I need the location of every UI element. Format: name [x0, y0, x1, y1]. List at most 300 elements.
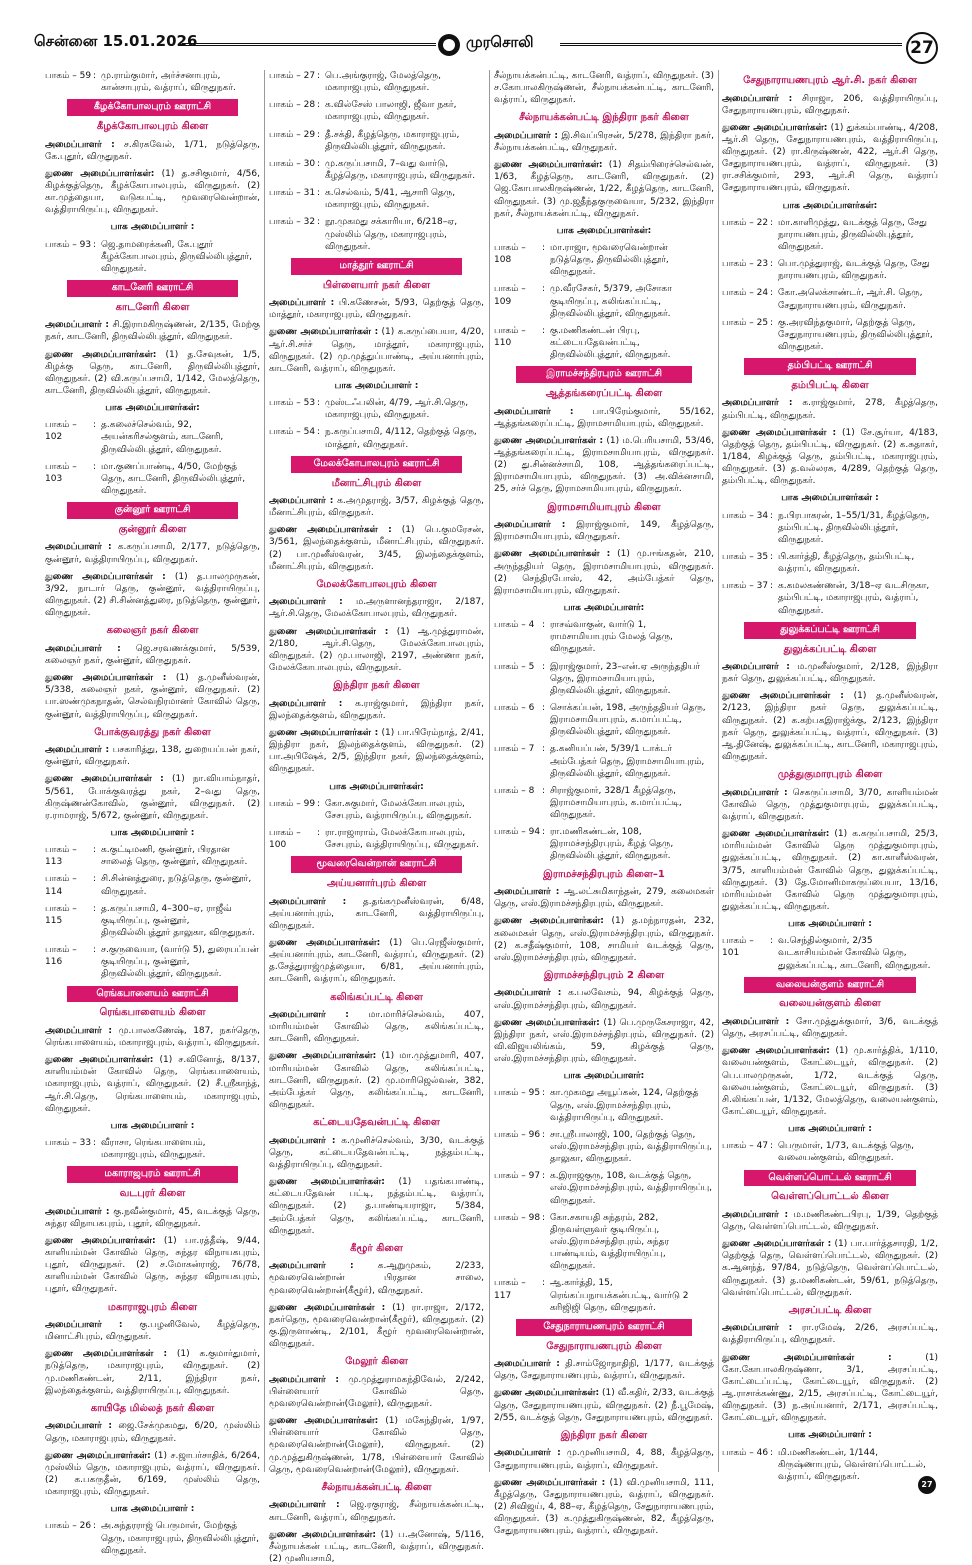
booth-organiser-details: த.கருப்பசாமி, 4–300–ஏ, ராஜீவ் குடியிருப்பு, குன்னூர், திருவில்லிபுத்தூர் தாலுகா, விருதுநகர்.	[101, 903, 255, 938]
booth-entry	[494, 661, 714, 697]
booth-entry	[722, 258, 938, 282]
subsection-heading: பாக அமைப்பாளர் :	[110, 827, 195, 838]
branch-heading: குன்னூர் கிளை	[118, 523, 187, 535]
separator-colon: :	[317, 188, 321, 199]
role-label: அமைப்பாளர் :	[45, 643, 121, 654]
booth-number: பாகம் – 96	[494, 1129, 541, 1140]
organiser-paragraph	[494, 1447, 714, 1471]
role-label: அமைப்பாளர் :	[722, 662, 790, 673]
booth-number: பாகம் – 59	[45, 71, 92, 81]
booth-number: பாகம் – 24	[722, 288, 769, 299]
booth-organiser-details: ரா.ராஜாராம், மேலக்கோபாலபுரம், சேசபுரம், வத்திராயிருப்பு, விருதுநகர்.	[325, 827, 480, 851]
booth-organiser-details: பொ.முத்துராஜ், வடக்குத் தெரு, சேது நாராயணபுரம், விருதுநகர்.	[778, 259, 930, 282]
organiser-paragraph	[494, 987, 714, 1011]
subsection-heading: பாக அமைப்பாளர் :	[788, 919, 872, 930]
organiser-paragraph	[269, 626, 484, 675]
role-label: அமைப்பாளர் :	[722, 398, 793, 409]
booth-organiser-details: கு.அரவிந்தகுமார், தெற்குத் தெரு, சேதுநாராயணபுரம், திருவில்லிபுத்தூர், விருதுநகர்.	[778, 317, 933, 353]
subsection-heading: பாக அமைப்பாளர்கள்:	[105, 403, 200, 414]
panchayat-heading: மகாராஜபுரம் ஊராட்சி	[67, 1166, 238, 1183]
booth-number: பாகம் – 114	[45, 874, 77, 897]
organiser-paragraph	[269, 297, 484, 321]
booth-organiser-details: நூ.முகமது சக்காரியா, 6/218–ஏ, முஸ்லிம் தெரு, மகாராஜபுரம், விருதுநகர்.	[325, 217, 458, 252]
organiser-details: (1) பெ.முருகேசராஜா, 42, இந்திரா நகர், எஸ்.இராமச்சந்திரபுரம், விருதுநகர். (2) வி.விஜயலிங்கம், 59, கிழக்குத் தெரு, எஸ்.இராமச்சந்திரபுரம், விருதுநகர்.	[494, 1017, 714, 1065]
booth-entry	[494, 1277, 714, 1313]
organiser-paragraph	[722, 1016, 938, 1040]
organiser-paragraph	[45, 1235, 260, 1296]
branch-heading: கீழூர் கிளை	[350, 1242, 403, 1254]
booth-entry	[722, 1447, 938, 1483]
booth-number: பாகம் – 102	[45, 420, 77, 443]
separator-colon: :	[770, 510, 774, 521]
role-label: அமைப்பாளர் :	[494, 887, 560, 898]
booth-number: பாகம் – 8	[494, 785, 535, 796]
booth-number: பாகம் – 108	[494, 243, 526, 266]
panchayat-heading: ரெங்கபாளையம் ஊராட்சி	[67, 986, 238, 1003]
footer-page-number: 27	[918, 1476, 936, 1494]
organiser-paragraph	[722, 690, 938, 763]
organiser-details: க.ராஜ்குமார், 278, கீழத்தெரு, தம்பிபட்டி, விருதுநகர்.	[722, 398, 938, 421]
organiser-paragraph	[722, 1352, 938, 1425]
booth-entry	[722, 551, 938, 575]
organiser-details: (1) பதங்கபாண்டி, கட்டையதேவன் பட்டி, நத்தம்பட்டி, வத்ராப், விருதுநகர். (2) த.பாண்டியராஜா, 5/384, அம்பேத்கர் தெரு, கலிங்கப்பட்டி, காடனேரி, விருதுநகர்.	[269, 1177, 484, 1236]
booth-entry	[45, 461, 260, 497]
booth-entry	[45, 903, 260, 939]
role-label: துணை அமைப்பாளர்கள்:	[45, 1450, 151, 1461]
booth-organiser-details: கோ.சகாயதி சுந்தரம், 282, திருவள்ளுவர் குடியிருப்பு, எஸ்.இராமச்சந்திரபுரம், சுந்தர பாண்டியம், வத்திராயிருப்பு, விருதுநகர்.	[550, 1212, 670, 1272]
booth-number: பாகம் – 99	[269, 798, 316, 809]
booth-organiser-details: மா.குணப்பாண்டி, 4/50, மேற்குத் தெரு, காடனேரி, திருவில்லிபுத்தூர், விருதுநகர்.	[101, 461, 246, 496]
organiser-details: ம.மணிகண்டபிரபு, 1/39, தெற்குத் தெரு, வெள்ளப்பொட்டல், விருதுநகர்.	[722, 1209, 938, 1232]
organiser-details: சி.இராமகிருஷ்ணன், 2/135, மேற்கு நகர், காடனேரி, திருவில்லிபுத்தூர், விருதுநகர்.	[45, 320, 260, 343]
organiser-details: (1) க.கருப்பையா, 4/20, ஆர்.சி.சர்ச் தெரு, மாத்தூர், மகாராஜபுரம், விருதுநகர். (2) மு.முத்துப்பாண்டி, அய்யனார்புரம், காடனேரி, வத்ராப், விருதுநகர்.	[269, 327, 484, 374]
organiser-details: (1) த.முனீஸ்வரன், 2/123, இந்திரா நகர் தெரு, துலுக்கப்பட்டி, விருதுநகர். (2) க.கற்பகஇராஜ்க்கு, 2/123, இந்திரா நகர் தெரு, துலுக்கப்பட்டி, வத்ராப், விருதுநகர். (3) ஆ.தினேஷ், துலுக்கப்பட்டி, காடனேரி, மகாராஜபுரம், விருதுநகர்.	[722, 691, 938, 763]
separator-colon: :	[770, 581, 774, 592]
masthead-rule-left	[182, 43, 436, 46]
role-label: துணை அமைப்பாளர்கள்:	[269, 1051, 377, 1062]
subsection-heading: பாக அமைப்பாளர் :	[110, 222, 195, 233]
organiser-paragraph	[45, 571, 260, 620]
organiser-paragraph	[722, 397, 938, 421]
separator-colon: :	[542, 827, 546, 838]
organiser-paragraph	[45, 168, 260, 217]
subsection-heading: பாக அமைப்பாளர் :	[110, 1504, 195, 1515]
booth-number: பாகம் – 22	[722, 217, 769, 228]
organiser-paragraph	[269, 698, 484, 722]
role-label: துணை அமைப்பாளர்கள் :	[45, 1349, 168, 1360]
booth-number: பாகம் – 34	[722, 510, 769, 521]
subsection-heading: பாக அமைப்பாளர்கள்:	[556, 225, 652, 236]
organiser-paragraph	[45, 139, 260, 163]
panchayat-heading: தம்பிபட்டி ஊராட்சி	[744, 358, 916, 375]
role-label: துணை அமைப்பாளர்கள்:	[45, 1055, 154, 1066]
organiser-paragraph	[722, 93, 938, 117]
organiser-paragraph	[494, 915, 714, 964]
role-label: அமைப்பாளர் :	[269, 1374, 339, 1385]
booth-organiser-details: க.வில்சேஸ் பாலாஜி, ஜீவா நகர், மகாராஜபுரம், விருதுநகர்.	[325, 100, 457, 123]
separator-colon: :	[93, 945, 97, 956]
organiser-details: ஜெ.சரவணக்குமார், 5/539, கலைஞர் நகர், குன்னூர், விருதுநகர்.	[45, 643, 260, 666]
organiser-details: (1) மகேந்திரன், 1/97, பிள்ளையார் கோவில் தெரு, மூவரைவென்றான்(மேலூர்), விருதுநகர். (2) மு.முத்துகிருஷ்ணன், 1/78, பிள்ளையார் கோவில் தெரு, மூவரைவென்றான்(மேலூர்), விருதுநகர்.	[269, 1416, 484, 1475]
separator-colon: :	[93, 420, 97, 431]
organiser-paragraph	[722, 1238, 938, 1299]
organiser-details: க.ஆறுமுகம், 2/233, மூவரைவென்றான் பிரதான சாலை, மூவரைவென்றான்(கீழூர்), விருதுநகர்.	[269, 1261, 484, 1296]
organiser-details: ம.முனீஸ்குமார், 2/128, இந்திரா நகர் தெரு, துலுக்கப்பட்டி, விருதுநகர்.	[722, 662, 938, 685]
organiser-details: மு.முத்துராமகந்திவேல், 2/242, பிள்ளையார் கோவில் தெரு, மூவரைவென்றான்(மேலூர்), விருதுநகர்.	[269, 1374, 484, 1410]
column-2	[269, 70, 485, 1564]
panchayat-heading: சேதுநாராயணபுரம் ஊராட்சி	[516, 1319, 692, 1336]
booth-entry	[45, 944, 260, 980]
branch-heading: கட்டையதேவன்பட்டி கிளை	[313, 1117, 440, 1129]
organiser-details: (1) துக்கம்பாண்டி, 4/208, ஆர்.சி தெரு, சேதுநாராயணபுரம், வத்திராயிருப்பு, விருதுநகர். (2) ரா.கிருஷ்ணன், 422, ஆர்.சி தெரு, சேதுநாராயணபுரம், வத்ராப், விருதுநகர். (3) ரா.சசிக்குமார், 293, ஆர்.சி தெரு, வத்ராப் சேதுநாராயணபுரம், விருதுநகர்.	[722, 122, 938, 194]
organiser-details: க.முனிச்செல்வம், 3/30, வடக்குத் தெரு, கட்டையதேவன்பட்டி, நத்தம்பட்டி, வத்திராயிருப்பு, விருதுநகர்.	[269, 1135, 484, 1170]
booth-entry	[494, 702, 714, 738]
separator-colon: :	[542, 325, 546, 336]
organiser-details: தி.சாம்ஜோநாதிநி, 1/177, வடக்குத் தெரு, சேதுநாராயணபுரம், வத்ராப், விருதுநகர்.	[494, 1359, 714, 1382]
role-label: துணை அமைப்பாளர்கள்:	[269, 1177, 385, 1188]
booth-entry	[494, 785, 714, 821]
role-label: அமைப்பாளர் :	[45, 1320, 123, 1331]
booth-entry	[45, 70, 260, 94]
booth-entry	[494, 242, 714, 278]
booth-organiser-details: சிராஜ்குமார், 328/1 கீழத்தெரு, இராமசாமியாபுரம், க.மாப்பட்டி, விருதுநகர்.	[550, 785, 682, 821]
booth-number: பாகம் – 29	[269, 129, 316, 140]
organiser-paragraph	[494, 1017, 714, 1066]
separator-colon: :	[770, 288, 774, 299]
separator-colon: :	[93, 1137, 97, 1148]
organiser-paragraph	[269, 326, 484, 375]
booth-entry	[722, 935, 938, 971]
booth-entry	[45, 419, 260, 455]
booth-entry	[494, 826, 714, 862]
separator-colon: :	[542, 243, 546, 254]
separator-colon: :	[542, 284, 546, 295]
organiser-paragraph	[722, 122, 938, 195]
organiser-paragraph	[494, 70, 714, 106]
booth-organiser-details: இராஜ்குமார், 23–என்.ஏ அருந்ததியர் தெரு, இராமசாமியாபுரம், திருவில்லிபுத்தூர், விருதுநகர்.	[550, 661, 701, 696]
organiser-paragraph	[269, 524, 484, 573]
separator-colon: :	[542, 702, 546, 713]
branch-heading: இராமச்சந்திரபுரம் 2 கிளை	[543, 969, 665, 981]
separator-colon: :	[93, 461, 97, 472]
role-label: அமைப்பாளர் :	[722, 1209, 789, 1220]
branch-heading: மேலக்கோபாலபுரம் கிளை	[316, 578, 437, 590]
role-label: துணை அமைப்பாளர்கள் :	[494, 1477, 606, 1488]
booth-entry	[722, 217, 938, 253]
role-label: துணை அமைப்பாளர்கள்:	[722, 829, 830, 840]
booth-number: பாகம் – 110	[494, 325, 526, 349]
organiser-paragraph	[45, 773, 260, 822]
role-label: துணை அமைப்பாளர்கள்:	[494, 160, 603, 171]
booth-organiser-details: கோ.அலெக்சாண்டர், ஆர்.சி. தெரு, சேதுநாராயணபுரம், விருதுநகர்.	[778, 288, 923, 311]
organiser-paragraph	[269, 1302, 484, 1351]
branch-heading: முத்துகுமாரபுரம் கிளை	[777, 769, 883, 781]
organiser-details: கு.நவீன்குமார், 45, வடக்குத் தெரு, சுந்தர விநாயகபுரம், புதூர், விருதுநகர்.	[45, 1206, 260, 1229]
branch-heading: ரெங்கபாளையம் கிளை	[99, 1007, 206, 1019]
separator-colon: :	[542, 1171, 546, 1182]
column-divider	[718, 70, 719, 1472]
booth-organiser-details: மா.ராஜா, மூவரைவென்றான் நடுத்தெரு, திருவில்லிபுத்தூர், விருதுநகர்.	[550, 243, 669, 278]
separator-colon: :	[317, 427, 321, 438]
booth-entry	[269, 798, 484, 822]
organiser-details: மு.முனியசாமி, 4, 88, கீழத்தெரு, சேதுநாராயணபுரம், வத்ராப், விருதுநகர்.	[494, 1448, 714, 1471]
organiser-paragraph	[722, 1209, 938, 1233]
booth-number: பாகம் – 113	[45, 845, 77, 868]
booth-organiser-details: சி.சின்னத்துரை, நடுத்தெரு, குன்னூர், விருதுநகர்.	[101, 874, 252, 897]
booth-organiser-details: ராசவ்வாகுன், வார்டு 1, ராமசாமியாபுரம் மேலத் தெரு, விருதுநகர்.	[550, 620, 673, 655]
booth-organiser-details: மா.காளிமுத்து, வடக்குத் தெரு, சேது நாராயணபுரம், திருவில்லிபுத்தூர், விருதுநகர்.	[778, 217, 927, 253]
organiser-details: (1) பா.ரத்தீஷ், 9/44, காளியம்மன் கோவில் தெரு, சுந்தர விநாயகபுரம், புதூர், விருதுநகர். (2) ச.மோகன்ராஜ், 76/78, காளியம்மன் கோவில் தெரு, சுந்தர விநாயகபுரம், புதூர், விருதுநகர்.	[45, 1235, 260, 1295]
branch-heading: ஆத்தங்கரைப்பட்டி கிளை	[545, 388, 663, 400]
organiser-details: த.தங்கமுனீஸ்வரன், 6/48, அய்யனார்புரம், காடனேரி, வத்திராயிருப்பு, விருதுநகர்.	[269, 896, 484, 931]
role-label: துணை அமைப்பாளர்கள்:	[45, 1235, 156, 1246]
booth-entry	[494, 1212, 714, 1273]
booth-number: பாகம் – 98	[494, 1212, 541, 1223]
organiser-details: (1) வி.முனியசாமி, 111, கீழத்தெரு, சேதுநாராயணபுரம், வத்ராப், விருதுநகர். (2) சிவிஜய், 4, 88–ஏ, கீழத்தெரு, சேதுநாராயணபுரம், விருதுநகர். (3) க.முத்துகிருஷ்ணன், 82, கீழத்தெரு, சேதுநாராயணபுரம், வத்ராப், விருதுநகர்.	[494, 1477, 714, 1537]
role-label: துணை அமைப்பாளர்கள் :	[722, 1352, 892, 1363]
role-label: அமைப்பாளர் :	[45, 1421, 112, 1432]
booth-number: பாகம் – 46	[722, 1447, 769, 1458]
booth-entry	[494, 1087, 714, 1123]
role-label: துணை அமைப்பாளர்கள் :	[269, 327, 379, 338]
separator-colon: :	[542, 1212, 546, 1223]
organiser-paragraph	[269, 1529, 484, 1565]
organiser-details: பி.கணேசன், 5/93, தெற்குத் தெரு, மாத்தூர், மகாராஜபுரம், விருதுநகர்.	[269, 298, 484, 321]
booth-number: பாகம் – 31	[269, 188, 316, 199]
organiser-paragraph	[722, 427, 938, 488]
booth-organiser-details: த.கலைச்செல்வம், 92, அயன்கரிசல்குளம், காடனேரி, திருவில்லிபுத்தூர், விருதுநகர்.	[101, 420, 224, 455]
separator-colon: :	[542, 1129, 546, 1140]
role-label: அமைப்பாளர் :	[269, 496, 334, 506]
role-label: அமைப்பாளர் :	[494, 520, 566, 531]
branch-heading: சேதுநாராயணபுரம் ஆர்.சி. நகர் கிளை	[743, 75, 917, 86]
booth-organiser-details: க.குட்டிமணி, குன்னூர், பிரதான சாலைத் தெரு, குன்னூர், விருதுநகர்.	[101, 845, 248, 868]
subsection-heading: பாக அமைப்பாளர் :	[788, 1430, 872, 1441]
booth-number: பாகம் – 101	[722, 936, 754, 959]
booth-organiser-details: ச.குருவையா, (வார்டு 5), துரையப்பன் குடியிருப்பு, குன்னூர், திருவில்லிபுத்தூர், விருதுநகர்.	[101, 945, 259, 980]
booth-entry	[269, 426, 484, 450]
booth-organiser-details: தீ.சக்தி, கீழத்தெரு, மகாராஜபுரம், திருவில்லிபுத்தூர், விருதுநகர்.	[325, 129, 460, 152]
booth-number: பாகம் – 28	[269, 100, 316, 111]
organiser-details: பசகாரித்து, 138, துறையப்பன் நகர், குன்னூர், விருதுநகர்.	[45, 745, 260, 768]
organiser-details: க.பலவேசம், 94, கிழக்குத் தெரு, எஸ்.இராமச்சந்திரபுரம், விருதுநகர்.	[494, 988, 714, 1011]
role-label: துணை அமைப்பாளர்கள்:	[494, 916, 604, 927]
booth-organiser-details: பெருமாள், 1/73, வடக்குத் தெரு, வலையன்குளம், விருதுநகர்.	[778, 1141, 915, 1164]
role-label: அமைப்பாளர் :	[722, 93, 793, 104]
newspaper-name: முரசொலி	[466, 33, 534, 51]
branch-heading: வெள்ளப்பொட்டல் கிளை	[771, 1191, 889, 1203]
organiser-details: சீல்நாயக்கன்பட்டி, காடனேரி, வத்ராப், விருதுநகர். (3) ச.கோபாலகிருஷ்ணன், சீல்நாயக்கன்பட்டி, காடனேரி, வத்ராப், விருதுநகர்.	[494, 71, 714, 106]
column-4	[722, 70, 938, 1482]
booth-number: பாகம் – 35	[722, 552, 769, 563]
role-label: துணை அமைப்பாளர்கள் :	[269, 525, 392, 536]
organiser-details: (1) பா.பிரேம்நாத், 2/41, இந்திரா நகர், இலந்தைக்குளம், விருதுநகர். (2) பா.அபிஷேக், 2/5, இந்திரா நகர், இலந்தைக்குளம், விருதுநகர்.	[269, 727, 484, 775]
organiser-details: (1) கோ.கோபாலகிருஷ்ணா, 3/1, அரசப்பட்டி, கோட்டைப்பட்டி, கோட்டையூர், விருதுநகர். (2) ஆ.ராசாக்கண்ணு, 2/15, அரசப்பட்டி, கோட்டையூர், விருதுநகர். (3) ந.அய்யனார், 2/171, அரசப்பட்டி, கோட்டையூர், விருதுநகர்.	[722, 1352, 938, 1424]
booth-number: பாகம் – 116	[45, 945, 77, 968]
booth-number: பாகம் – 30	[269, 158, 316, 169]
organiser-paragraph	[494, 548, 714, 597]
branch-heading: காயிதே மில்லத் நகர் கிளை	[90, 1402, 215, 1414]
role-label: துணை அமைப்பாளர்கள் :	[45, 571, 166, 582]
organiser-paragraph	[269, 1176, 484, 1237]
booth-number: பாகம் – 47	[722, 1141, 769, 1152]
organiser-paragraph	[269, 1050, 484, 1111]
separator-colon: :	[770, 217, 774, 228]
subsection-heading: பாக அமைப்பாளர்:	[563, 602, 645, 613]
branch-heading: இராமசாமியாபுரம் கிளை	[547, 501, 661, 513]
organiser-paragraph	[45, 672, 260, 721]
separator-colon: :	[93, 239, 97, 250]
organiser-paragraph	[494, 1358, 714, 1382]
branch-heading: இந்திரா நகர் கிளை	[560, 1429, 648, 1441]
subsection-heading: பாக அமைப்பாளர்:	[563, 1071, 645, 1082]
role-label: அமைப்பாளர் :	[269, 1261, 354, 1272]
role-label: துணை அமைப்பாளர்கள் :	[722, 1239, 832, 1250]
role-label: அமைப்பாளர் :	[269, 298, 335, 309]
masthead-rule-right	[560, 43, 902, 46]
organiser-paragraph	[494, 1387, 714, 1423]
booth-number: பாகம் – 32	[269, 217, 316, 228]
organiser-paragraph	[494, 886, 714, 910]
panchayat-heading: வலையன்குளம் ஊராட்சி	[744, 977, 916, 994]
organiser-details: (1) பா.பார்த்தசாரதி, 1/2, தெற்குத் தெரு, வெள்ளப்பொட்டல், விருதுநகர். (2) க.ஆனந்த், 97/84, நடுத்தெரு, வெள்ளப்பொட்டல், விருதுநகர். (3) த.மணிகண்டன், 59/61, நடுத்தெரு, வெள்ளப்பொட்டல், விருதுநகர்.	[722, 1239, 938, 1298]
organiser-paragraph	[494, 519, 714, 543]
organiser-details: கு.பழனிவேல், கீழத்தெரு, மினாட்சிபுரம், விருதுநகர்.	[45, 1320, 260, 1343]
role-label: அமைப்பாளர் :	[494, 130, 558, 141]
booth-organiser-details: கு.மணிகண்டன் பிரபு, கட்டையதேவன்பட்டி, திருவில்லிபுத்தூர், விருதுநகர்.	[550, 325, 671, 361]
role-label: அமைப்பாளர் :	[722, 1323, 793, 1334]
organiser-paragraph	[269, 1415, 484, 1476]
organiser-details: (1) வீ.கதிர், 2/33, வடக்குத் தெரு, சேதுநாராயணபுரம், விருதுநகர். (2) நீ.பூமேஷ், 2/55, வடக்குத் தெரு, சேதுநாராயணபுரம், விருதுநகர்.	[494, 1388, 714, 1423]
role-label: அமைப்பாளர் :	[45, 139, 115, 150]
booth-organiser-details: ந.கருப்பசாமி, 4/112, தெற்குத் தெரு, மாத்தூர், விருதுநகர்.	[325, 427, 477, 450]
branch-heading: வலையன்குளம் கிளை	[779, 998, 881, 1010]
booth-organiser-details: ரா.மணிகண்டன், 108, இராமச்சந்திரபுரம், கீழத் தெரு, திருவில்லிபுத்தூர், விருதுநகர்.	[550, 827, 674, 862]
branch-heading: கலிங்கப்பட்டி கிளை	[330, 991, 423, 1003]
role-label: அமைப்பாளர் :	[45, 542, 112, 553]
subsection-heading: பாக அமைப்பாளர்கள்:	[329, 781, 424, 792]
organiser-paragraph	[45, 1420, 260, 1444]
page-number: 27	[906, 32, 938, 64]
organiser-paragraph	[269, 1135, 484, 1171]
booth-entry	[269, 827, 484, 851]
organiser-details: (1) மு.கார்த்திக், 1/110, வலையன்குளம், கோட்டையூர், விருதுநகர். (2) பெ.பாலமுருகன், 1/72, வடக்குத் தெரு, வலையன்குளம், கோட்டையூர், விருதுநகர். (3) சி.லிங்கப்பன், 1/132, மேலத்தெரு, வலையன்குளம், கோட்டையூர், விருதுநகர்.	[722, 1046, 938, 1117]
separator-colon: :	[317, 217, 321, 228]
panchayat-heading: மாத்தூர் ஊராட்சி	[291, 258, 462, 275]
booth-number: பாகம் – 103	[45, 461, 77, 484]
branch-heading: இந்திரா நகர் கிளை	[333, 680, 420, 692]
booth-number: பாகம் – 54	[269, 427, 316, 438]
booth-entry	[45, 844, 260, 868]
organiser-details: சோ.முத்துக்குமார், 3/6, வடக்குத் தெரு, அரசப்பட்டி, விருதுநகர்.	[722, 1016, 938, 1040]
subsection-heading: பாக அமைப்பாளர் :	[110, 1120, 195, 1131]
separator-colon: :	[542, 1278, 546, 1289]
booth-organiser-details: அ.சுந்தரராஜ் பெருமாள், மேற்குத் தெரு, மகாராஜபுரம், திருவில்லிபுத்தூர், விருதுநகர்.	[101, 1521, 259, 1556]
booth-organiser-details: க.இராஜகுரு, 108, வடக்குத் தெரு, எஸ்.இராமச்சந்திரபுரம், வத்திராயிருப்பு, விருதுநகர்.	[550, 1171, 713, 1206]
separator-colon: :	[317, 100, 321, 111]
booth-organiser-details: முஸ்டஃபலின், 4/79, ஆர்.சி.தெரு, மகாராஜபுரம், விருதுநகர்.	[325, 398, 469, 421]
separator-colon: :	[317, 827, 321, 838]
booth-organiser-details: மு.வீரசேகர், 5/379, அசோகா குடியிருப்பு, கலிங்கப்பட்டி, திருவில்லிபுத்தூர், விருதுநகர்.	[550, 284, 672, 319]
role-label: அமைப்பாளர் :	[269, 698, 343, 709]
separator-colon: :	[317, 398, 321, 409]
booth-entry	[494, 1170, 714, 1206]
separator-colon: :	[93, 845, 97, 856]
role-label: துணை அமைப்பாளர்கள்:	[722, 1046, 830, 1057]
role-label: அமைப்பாளர் :	[269, 1500, 340, 1511]
separator-colon: :	[542, 785, 546, 796]
role-label: துணை அமைப்பாளர்கள்:	[45, 168, 155, 179]
role-label: துணை அமைப்பாளர்கள் :	[722, 427, 837, 438]
separator-colon: :	[93, 1521, 97, 1532]
organiser-paragraph	[269, 727, 484, 776]
organiser-details: (1) ஆ.முத்துராமன், 2/180, ஆர்.சி.தெரு, மேலக்கோபாலபுரம், விருதுநகர். (2) மு.பாலாஜி, 2197, அண்ணா நகர், மேலக்கோபாலபுரம், விருதுநகர்.	[269, 626, 484, 674]
organiser-details: (1) ப.அனோஷ், 5/116, சீல்நாயக்கன் பட்டி, காடனேரி, வத்ராப், விருதுநகர். (2) முனியசாமி,	[269, 1529, 484, 1564]
branch-heading: பிள்ளையார் நகர் கிளை	[322, 279, 431, 291]
organiser-details: (1) த.சேவுகன், 1/5, கிழக்கு தெரு, காடனேரி, திருவில்லிபுத்தூர், விருதுநகர். (2) வி.கருப்பசாமி, 1/142, மேலத்தெரு, காடனேரி, திருவில்லிபுத்தூர், விருதுநகர்.	[45, 349, 260, 397]
role-label: அமைப்பாளர் :	[269, 1135, 336, 1146]
booth-entry	[494, 325, 714, 361]
branch-heading: மேலூர் கிளை	[345, 1356, 408, 1368]
organiser-details: இராஜ்குமார், 149, கீழத்தெரு, இராமசாமியாபுரம், விருதுநகர்.	[494, 520, 714, 543]
organiser-details: ச.கிரகவேல், 1/71, நடுத்தெரு, கே.புதூர், விருதுநகர்.	[45, 139, 260, 162]
role-label: துணை அமைப்பாளர்கள் :	[494, 549, 611, 560]
booth-entry	[494, 743, 714, 779]
column-divider	[489, 70, 490, 1472]
booth-organiser-details: ஜெ.தாமரைக்கனி, கே.புதூர் கீழக்கோபாலபுரம், திருவில்லிபுத்தூர், விருதுநகர்.	[101, 239, 252, 274]
separator-colon: :	[93, 874, 97, 885]
booth-organiser-details: க.கமலகண்ணன், 3/18–ஏ வடசிருகா, தம்பிபட்டி, மகாராஜபுரம், வத்ராப், விருதுநகர்.	[778, 581, 930, 616]
branch-heading: கலைஞர் நகர் கிளை	[106, 625, 199, 637]
organiser-details: க.அமுதராஜ், 3/57, கிழக்குத் தெரு, மீனாட்சிபுரம், விருதுநகர்.	[269, 496, 484, 519]
organiser-paragraph	[722, 1322, 938, 1346]
booth-entry	[269, 216, 484, 252]
organiser-paragraph	[45, 643, 260, 667]
role-label: அமைப்பாளர் :	[494, 988, 562, 999]
organiser-paragraph	[45, 1206, 260, 1230]
organiser-details: (1) மா.முத்துமாரி, 407, மாரியம்மன் கோவில் தெரு, கலிங்கப்பட்டி, காடனேரி, விருதுநகர். (2) மு.மாரிஜெல்வன், 382, அம்பேத்கர் தெரு, கலிங்கப்பட்டி, காடனேரி, விருதுநகர்.	[269, 1051, 484, 1111]
organiser-details: (1) ரா.ராஜா, 2/172, நகர்தெரு, மூவரைவென்றான்(கீழூர்), விருதுநகர். (2) கு.இருளாண்டி, 2/101, கீழூர் மூவரைவென்றான், விருதுநகர்.	[269, 1302, 485, 1350]
role-label: அமைப்பாளர் :	[269, 896, 347, 907]
booth-entry	[269, 397, 484, 421]
separator-colon: :	[770, 1141, 774, 1152]
column-3	[494, 70, 714, 1537]
organiser-paragraph	[45, 319, 260, 343]
organiser-paragraph	[45, 1025, 260, 1049]
separator-colon: :	[317, 129, 321, 140]
branch-heading: மீனாட்சிபுரம் கிளை	[331, 477, 422, 489]
organiser-paragraph	[45, 1319, 260, 1343]
separator-colon: :	[542, 1088, 546, 1099]
organiser-details: பா.பிரேம்குமார், 55/162, ஆத்தங்கரைப்பட்டி, இராமசாமியாபுரம், விருதுநகர்.	[494, 406, 714, 429]
organiser-paragraph	[494, 435, 714, 496]
branch-heading: கீழக்கோபாலபுரம் கிளை	[96, 121, 209, 133]
booth-organiser-details: ஆ.கார்த்தி, 15, ரெங்கப்பநாயக்கன்பட்டி, வார்டு 2 கரிஜிஜி தெரு, விருதுநகர்.	[550, 1278, 689, 1313]
organiser-paragraph	[269, 495, 484, 519]
organiser-details: க.ராஜ்குமார், இந்திரா நகர், இலந்தைக்குளம், விருதுநகர்.	[269, 698, 484, 721]
organiser-paragraph	[494, 159, 714, 220]
separator-colon: :	[93, 71, 97, 81]
organiser-paragraph	[722, 828, 938, 913]
panchayat-heading: வெள்ளப்பொட்டல் ஊராட்சி	[744, 1170, 916, 1187]
organiser-paragraph	[45, 541, 260, 565]
organiser-paragraph	[45, 1348, 260, 1397]
organiser-details: இ.சிவப்பிரசன், 5/278, இந்திரா நகர், சீல்நாயக்கன்பட்டி, விருதுநகர்.	[494, 130, 714, 154]
branch-heading: சேதுநாராயணபுரம் கிளை	[546, 1340, 662, 1352]
role-label: துணை அமைப்பாளர்கள்:	[45, 349, 157, 360]
organiser-paragraph	[269, 896, 484, 932]
organiser-details: (1) த.முனீஸ்வரன், 5/338, கலைஞர் நகர், குன்னூர், விருதுநகர். (2) பா.ஸண்முகநாதன், செல்வநிரமானர் கோவில் தெரு, குன்னூர், வத்திராயிருப்பு, விருதுநகர்.	[45, 673, 260, 720]
